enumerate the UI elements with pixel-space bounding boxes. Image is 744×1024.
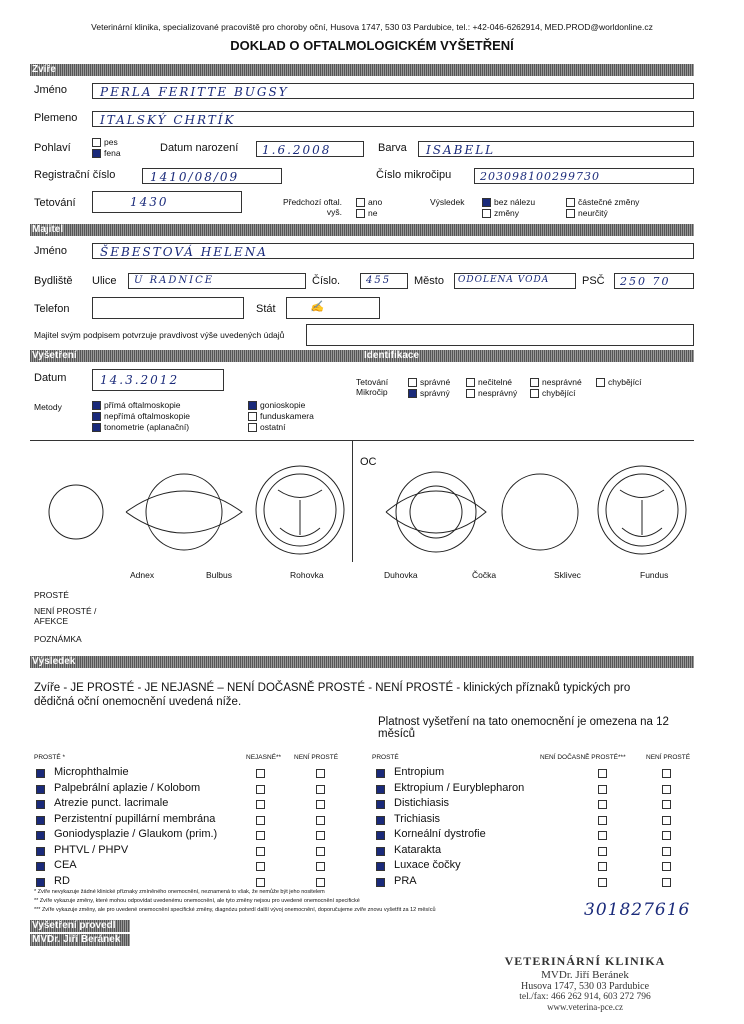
stamp-line: tel./fax: 466 262 914, 603 272 796	[519, 992, 651, 1002]
disease-checkbox[interactable]	[662, 769, 671, 778]
zip-label: PSČ	[582, 275, 605, 287]
th-free2: PROSTÉ	[372, 754, 399, 761]
disease-item: CEA	[54, 859, 77, 871]
disease-checkbox[interactable]	[256, 816, 265, 825]
state-field[interactable]	[286, 297, 380, 319]
disease-checkbox[interactable]	[662, 785, 671, 794]
th-unclear: NEJASNÉ**	[246, 754, 282, 761]
disease-checkbox[interactable]	[316, 785, 325, 794]
stamp-line: Husova 1747, 530 03 Pardubice	[520, 981, 650, 992]
disease-checkbox[interactable]	[256, 785, 265, 794]
disease-checkbox[interactable]	[376, 862, 385, 871]
disease-checkbox[interactable]	[598, 785, 607, 794]
disease-checkbox[interactable]	[316, 862, 325, 871]
eye-label-rohovka: Rohovka	[290, 570, 324, 580]
disease-checkbox[interactable]	[36, 878, 45, 887]
disease-checkbox[interactable]	[598, 847, 607, 856]
disease-checkbox[interactable]	[598, 831, 607, 840]
disease-checkbox[interactable]	[256, 769, 265, 778]
disease-checkbox[interactable]	[662, 816, 671, 825]
disease-checkbox[interactable]	[662, 847, 671, 856]
chip-label: Číslo mikročipu	[376, 169, 452, 181]
disease-checkbox[interactable]	[662, 878, 671, 887]
disease-checkbox[interactable]	[316, 769, 325, 778]
eye-label-cocka: Čočka	[472, 570, 497, 580]
th-notfree: NENÍ PROSTÉ	[294, 754, 339, 761]
disease-item: Entropium	[394, 766, 445, 778]
prev-no-option[interactable]: ne	[356, 208, 377, 218]
disease-checkbox[interactable]	[598, 769, 607, 778]
stamp-line: MVDr. Jiří Beránek	[541, 969, 629, 981]
disease-item: Perzistentní pupillární membrána	[54, 812, 216, 825]
owner-signature-field[interactable]	[306, 324, 694, 346]
section-ident: Identifikace	[362, 350, 694, 362]
disease-checkbox[interactable]	[598, 862, 607, 871]
disease-checkbox[interactable]	[36, 785, 45, 794]
th-free: PROSTÉ *	[34, 754, 66, 761]
eye-diagrams	[30, 450, 694, 562]
clinic-stamp	[480, 954, 690, 1012]
tattoo-wrong[interactable]: nesprávné	[530, 377, 582, 387]
status-notfree: NENÍ PROSTÉ / AFEKCE	[34, 606, 97, 626]
disease-checkbox[interactable]	[36, 862, 45, 871]
disease-item: RD	[54, 874, 70, 887]
disease-checkbox[interactable]	[662, 800, 671, 809]
eye-label-duhovka: Duhovka	[384, 570, 418, 580]
section-animal: Zvíře	[30, 64, 694, 76]
eye-label-sklivec: Sklivec	[554, 570, 581, 580]
tattoo-illegible[interactable]: nečitelné	[466, 377, 512, 387]
phone-field[interactable]	[92, 297, 244, 319]
disease-checkbox[interactable]	[256, 847, 265, 856]
disease-item: Atrezie punct. lacrimale	[54, 797, 169, 809]
eye-label-bulbus: Bulbus	[206, 570, 232, 580]
disease-item: PRA	[394, 874, 417, 887]
reg-value: 1410/08/09	[150, 170, 240, 184]
doctor-name: MVDr. Jiří Beránek	[30, 934, 130, 946]
th-notfree2: NENÍ PROSTÉ	[646, 754, 691, 761]
exam-date-label: Datum	[34, 372, 67, 384]
ident-chip-label: Mikročip	[356, 387, 388, 397]
status-note: POZNÁMKA	[34, 634, 82, 644]
section-owner: Majitel	[30, 224, 694, 236]
owner-confirm-text: Majitel svým podpisem potvrzuje pravdivost výše uvedených údajů	[34, 330, 285, 340]
disease-checkbox[interactable]	[376, 847, 385, 856]
disease-checkbox[interactable]	[256, 800, 265, 809]
disease-item: Ektropium / Euryblepharon	[394, 781, 525, 794]
owner-signature: ✍	[310, 300, 324, 313]
section-examined-by: Vyšetření provedl	[30, 920, 130, 932]
owner-name-value: ŠEBESTOVÁ HELENA	[100, 245, 268, 259]
city-label: Město	[414, 275, 444, 287]
result-line2: dědičná oční onemocnění uvedená níže.	[34, 696, 242, 708]
disease-list-right	[394, 765, 524, 889]
tattoo-missing[interactable]: chybějící	[596, 377, 642, 387]
dob-value: 1.6.2008	[262, 143, 332, 157]
disease-checkbox[interactable]	[376, 831, 385, 840]
clinic-header: Veterinární klinika, specializované pracoviště pro choroby oční, Husova 1747, 530 03 Pardubice, tel.: +42-046-6262914, MED.PROD@worldonline.cz	[91, 22, 653, 32]
disease-item: Palpebrální aplazie / Kolobom	[54, 781, 201, 794]
disease-checkbox[interactable]	[376, 816, 385, 825]
disease-checkbox[interactable]	[598, 800, 607, 809]
method-indirect[interactable]: nepřímá oftalmoskopie	[92, 411, 190, 421]
diagram-divider	[30, 440, 694, 441]
disease-checkbox[interactable]	[316, 800, 325, 809]
oc-label: OC	[360, 456, 377, 468]
disease-item: PHTVL / PHPV	[54, 843, 129, 856]
disease-checkbox[interactable]	[376, 769, 385, 778]
stamp-line: www.veterina-pce.cz	[547, 1002, 623, 1012]
no-value: 455	[366, 275, 392, 286]
disease-checkbox[interactable]	[256, 831, 265, 840]
street-label: Ulice	[92, 275, 117, 287]
disease-item: Korneální dystrofie	[394, 828, 486, 840]
exam-date-value: 14.3.2012	[100, 373, 180, 387]
disease-item: Luxace čočky	[394, 859, 461, 871]
tattoo-value: 1430	[130, 195, 169, 209]
eye-label-adnex: Adnex	[130, 570, 155, 580]
method-fundus[interactable]: funduskamera	[248, 411, 314, 421]
disease-checkbox[interactable]	[662, 862, 671, 871]
ident-tattoo-label: Tetování	[356, 377, 389, 387]
disease-checkbox[interactable]	[376, 800, 385, 809]
result-ok-option[interactable]: bez nálezu	[482, 197, 535, 207]
disease-checkbox[interactable]	[36, 800, 45, 809]
chip-wrong[interactable]: nesprávný	[466, 388, 517, 398]
chip-missing[interactable]: chybějící	[530, 388, 576, 398]
city-value: ODOLENA VODA	[458, 275, 550, 285]
disease-checkbox[interactable]	[256, 878, 265, 887]
footnote: * Zvíře nevykazuje žádné klinické příznaky zmíněného onemocnění, neznamená to však, že nemůže být jeho nositelem	[34, 889, 325, 895]
no-label: Číslo.	[312, 275, 341, 287]
disease-checkbox[interactable]	[36, 769, 45, 778]
section-exam: Vyšetření	[30, 350, 362, 362]
disease-checkbox[interactable]	[376, 878, 385, 887]
color-value: ISABELL	[426, 143, 496, 157]
animal-name-label: Jméno	[34, 84, 68, 96]
disease-item: Katarakta	[394, 843, 442, 856]
tattoo-label: Tetování	[34, 197, 76, 209]
result-unknown-option[interactable]: neurčitý	[566, 208, 608, 218]
breed-label: Plemeno	[34, 112, 78, 124]
method-other[interactable]: ostatní	[248, 422, 286, 432]
result-label: Výsledek	[430, 197, 465, 207]
disease-checkbox[interactable]	[316, 847, 325, 856]
disease-checkbox[interactable]	[36, 831, 45, 840]
disease-item: Microphthalmie	[54, 766, 129, 778]
disease-checkbox[interactable]	[256, 862, 265, 871]
validity-note: Platnost vyšetření na tato onemocnění je omezena na 12 měsíců	[378, 716, 669, 740]
disease-checkbox[interactable]	[36, 816, 45, 825]
disease-list-left	[54, 765, 217, 889]
animal-name-value: PERLA FERITTE BUGSY	[100, 85, 289, 99]
footnote: *** Zvíře vykazuje změny, ale pro uvedené onemocnění specifické změny, diagnózu potvrdí další vývoj onemocnění, doporučujeme zvíře znovu vyšetřit za 12 měsíců	[34, 907, 436, 913]
sex-female-option[interactable]: fena	[92, 148, 121, 158]
disease-checkbox[interactable]	[376, 785, 385, 794]
stamp-line: VETERINÁRNÍ KLINIKA	[504, 954, 666, 968]
breed-value: ITALSKÝ CHRTÍK	[100, 113, 236, 127]
disease-checkbox[interactable]	[662, 831, 671, 840]
footnotes	[34, 888, 594, 915]
page-title: DOKLAD O OFTALMOLOGICKÉM VYŠETŘENÍ	[230, 38, 514, 53]
section-result: Výsledek	[30, 656, 694, 668]
result-changes-option[interactable]: změny	[482, 208, 519, 218]
dob-label: Datum narození	[160, 142, 239, 154]
result-partial-option[interactable]: částečné změny	[566, 197, 639, 207]
disease-checkbox[interactable]	[316, 831, 325, 840]
status-free: PROSTÉ	[34, 590, 69, 600]
disease-checkbox[interactable]	[316, 816, 325, 825]
tattoo-ok[interactable]: správné	[408, 377, 450, 387]
disease-checkbox[interactable]	[316, 878, 325, 887]
footnote: ** Zvíře vykazuje změny, které mohou odpovídat uvedenému onemocnění, ale tyto změny nejsou pro uvedené onemocnění specifické	[34, 898, 360, 904]
sex-male-option[interactable]: pes	[92, 137, 118, 147]
zip-value: 250 70	[620, 275, 671, 288]
sex-label: Pohlaví	[34, 142, 71, 154]
owner-name-label: Jméno	[34, 245, 68, 257]
eye-label-fundus: Fundus	[640, 570, 669, 580]
chip-value: 203098100299730	[480, 170, 600, 183]
state-label: Stát	[256, 303, 276, 315]
disease-checkbox[interactable]	[36, 847, 45, 856]
method-gonio[interactable]: gonioskopie	[248, 400, 305, 410]
methods-label: Metody	[34, 402, 62, 412]
disease-checkbox[interactable]	[598, 878, 607, 887]
disease-item: Distichiasis	[394, 797, 450, 809]
serial-number: 301827616	[584, 900, 691, 920]
address-label: Bydliště	[34, 275, 73, 287]
prev-yes-option[interactable]: ano	[356, 197, 382, 207]
chip-ok[interactable]: správný	[408, 388, 450, 398]
prev-exam-label: Předchozí oftal. vyš.	[282, 197, 342, 217]
color-label: Barva	[378, 142, 407, 154]
phone-label: Telefon	[34, 303, 70, 315]
street-value: U RADNICE	[134, 275, 215, 286]
method-direct[interactable]: přímá oftalmoskopie	[92, 400, 181, 410]
disease-item: Goniodysplazie / Glaukom (prim.)	[54, 828, 218, 840]
disease-item: Trichiasis	[394, 812, 441, 825]
method-tonometry[interactable]: tonometrie (aplanační)	[92, 422, 189, 432]
th-temp: NENÍ DOČASNĚ PROSTÉ***	[540, 754, 626, 761]
reg-label: Registrační číslo	[34, 169, 116, 181]
disease-checkbox[interactable]	[598, 816, 607, 825]
result-line1: Zvíře - JE PROSTÉ - JE NEJASNÉ – NENÍ DOČASNĚ PROSTÉ - NENÍ PROSTÉ - klinických příznaků typických pro	[34, 682, 631, 694]
